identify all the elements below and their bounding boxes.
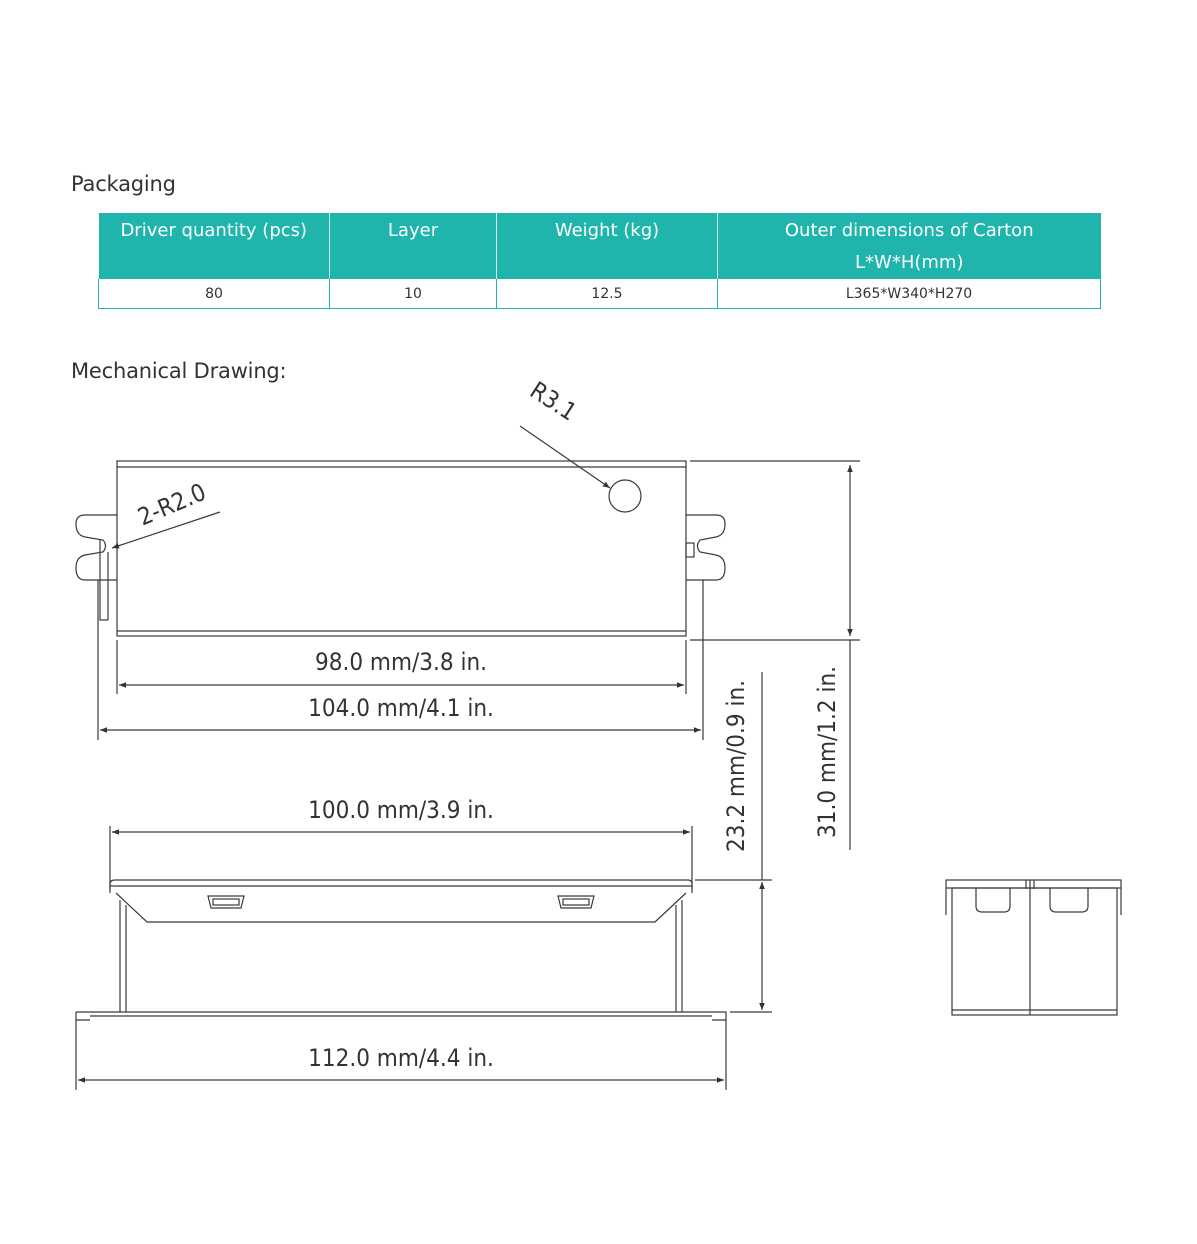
dimension-31mm: 31.0 mm/1.2 in. (813, 666, 841, 838)
header-driver-quantity: Driver quantity (pcs) (99, 213, 330, 279)
dimension-112mm: 112.0 mm/4.4 in. (308, 1044, 494, 1072)
cell-layer: 10 (330, 279, 497, 309)
dimension-104mm: 104.0 mm/4.1 in. (308, 694, 494, 722)
dimension-100mm: 100.0 mm/3.9 in. (308, 796, 494, 824)
cell-driver-quantity: 80 (99, 279, 330, 309)
cell-weight: 12.5 (497, 279, 718, 309)
left-mounting-tab (76, 515, 117, 580)
dimension-23-2mm: 23.2 mm/0.9 in. (722, 680, 750, 852)
radius-label-r31: R3.1 (525, 376, 582, 427)
mounting-hole (609, 480, 641, 512)
dimension-98mm: 98.0 mm/3.8 in. (315, 648, 487, 676)
radius-label-r20: 2-R2.0 (133, 477, 210, 532)
mechanical-drawing-title: Mechanical Drawing: (71, 359, 287, 383)
right-mounting-tab (686, 515, 725, 580)
header-weight: Weight (kg) (497, 213, 718, 279)
cell-outer-dimensions: L365*W340*H270 (718, 279, 1101, 309)
header-layer: Layer (330, 213, 497, 279)
side-view (946, 880, 1121, 1015)
header-outer-dimensions: Outer dimensions of Carton L*W*H(mm) (718, 213, 1101, 279)
packaging-title: Packaging (71, 172, 176, 196)
